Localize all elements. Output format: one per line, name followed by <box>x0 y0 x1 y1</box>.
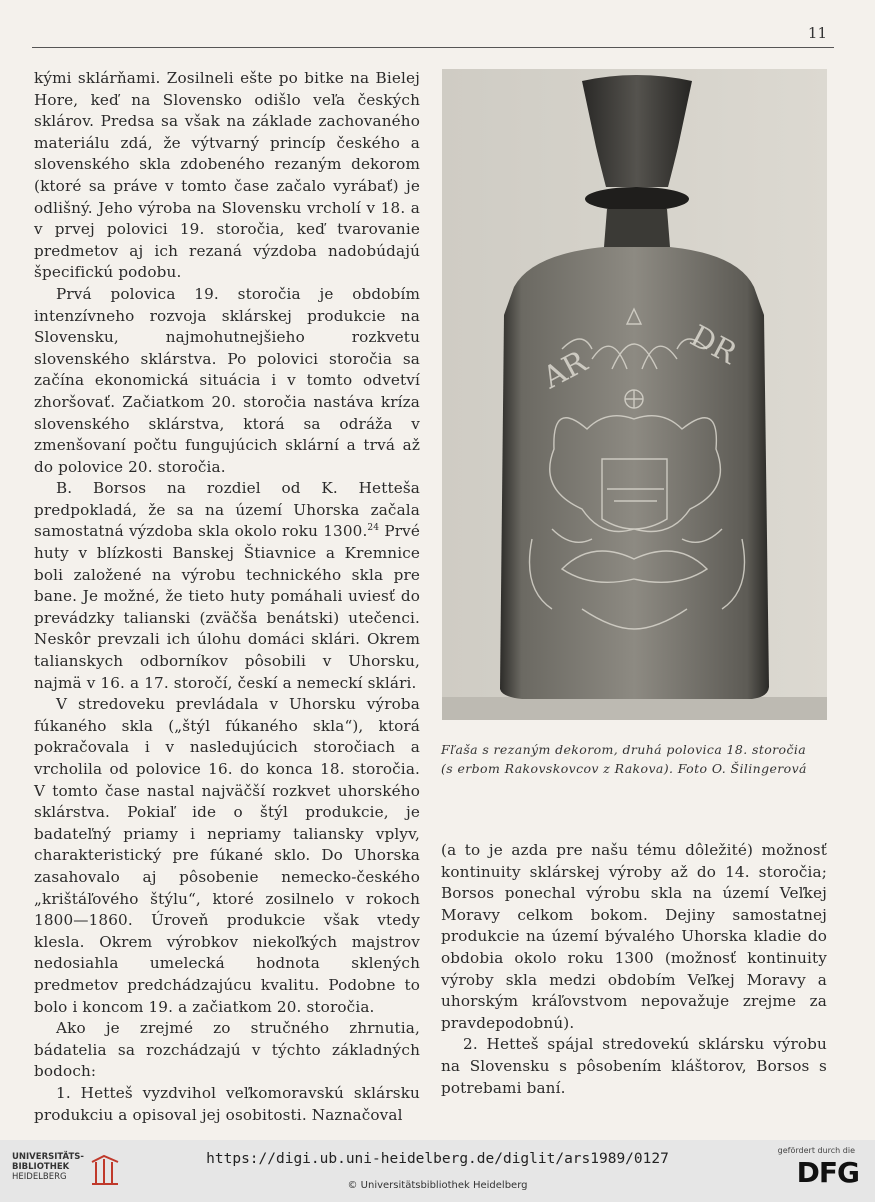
copyright-text: © Universitätsbibliothek Heidelberg <box>347 1180 528 1191</box>
footnote-ref: 24 <box>367 523 380 534</box>
paragraph-3-rest: Prvé huty v blízkosti Banskej Štiavnice a Kremnice boli založené na výrobu technického skla pre bane. Je možné, že tieto huty pomáhali uviesť do prevádzky talianski (zväčša benátski) utečenci. Neskôr prevzali ich úlohu domáci sklári. Okrem talianskych odborníkov pôsobili v Uhorsku, najmä v 16. a 17. storočí, českí a nemeckí sklári. <box>34 522 420 692</box>
library-line-3: HEIDELBERG <box>12 1172 67 1182</box>
paragraph-2: Prvá polovica 19. storočia je obdobím intenzívneho rozvoja sklárskej produkcie na Slovensku, najmohutnejšieho rozkvetu slovenského sklárstva. Po polovici storočia sa začína ekonomická situácia i v tomto odvetví zhoršovať. Začiatkom 20. storočia nastáva kríza slovenského sklárstva, ktorá sa odráža v zmenšovaní počtu fungujúcich sklární a trvá až do polovice 20. storočia. <box>34 284 420 476</box>
bottle-illustration <box>442 69 827 720</box>
figure-caption <box>441 740 835 778</box>
footer-bar <box>0 1140 875 1202</box>
header-rule <box>32 47 834 48</box>
right-paragraph-1: (a to je azda pre našu tému dôležité) možnosť kontinuity sklárskej výroby až do 14. storočia; Borsos ponechal výrobu skla na území Veľkej Moravy celkom bokom. Dejiny samostatnej produkcie na území bývalého Uhorska kladie do obdobia okolo roku 1300 (možnosť kontinuity výroby skla medzi obdobím Veľkej Moravy a uhorským kráľovstvom nepovažuje zrejme za pravdepodobnú). <box>441 841 827 1032</box>
funded-by-label: gefördert durch die <box>777 1146 855 1155</box>
bottle-letters-left: AR <box>537 344 593 397</box>
paragraph-1: kými sklárňami. Zosilneli ešte po bitke na Bielej Hore, keď na Slovensko odišlo veľa českých sklárov. Predsa sa však na základe zachovaného materiálu zdá, že výtvarný princíp českého a slovenského skla zdobeného rezaným dekorom (ktoré sa práve v tomto čase začalo vyrábať) je odlišný. Jeho výroba na Slovensku vrcholí v 18. a v prvej polovici 19. storočia, keď tvarovanie predmetov aj ich rezaná výzdoba nadobúdajú špecifickú podobu. <box>34 69 420 282</box>
caption-line-2: (s erbom Rakovskovcov z Rakova). Foto O. Šilingerová <box>441 761 807 776</box>
paragraph-5: Ako je zrejmé zo stručného zhrnutia, bádatelia sa rozchádzajú v týchto základných bodoch: <box>34 1019 420 1081</box>
source-url-link[interactable]: https://digi.ub.uni-heidelberg.de/diglit/ars1989/0127 <box>206 1151 669 1167</box>
bottle-photo <box>442 69 827 720</box>
bottle-letters-right: DR <box>684 318 742 372</box>
library-line-2: BIBLIOTHEK <box>12 1162 70 1172</box>
library-line-1: UNIVERSITÄTS- <box>12 1152 84 1162</box>
paragraph-3 <box>34 478 420 694</box>
caption-line-1: Fľaša s rezaným dekorom, druhá polovica 18. storočia <box>441 742 807 757</box>
dfg-logo[interactable]: DFG <box>796 1156 859 1189</box>
left-column <box>34 68 420 1126</box>
paragraph-6: 1. Hetteš vyzdvihol veľkomoravskú sklársku produkciu a opisoval jej osobitosti. Naznačoval <box>34 1083 420 1124</box>
paragraph-3-start: B. Borsos na rozdiel od K. Hetteša predpokladá, že sa na území Uhorska začala samostatná výzdoba skla okolo roku 1300. <box>34 479 420 541</box>
right-column <box>441 840 827 1099</box>
paragraph-4: V stredoveku prevládala v Uhorsku výroba fúkaného skla („štýl fúkaného skla“), ktorá pokračovala i v nasledujúcich storočiach a vrcholila od polovice 16. do konca 18. storočia. V tomto čase nastal najväčší rozkvet uhorského sklárstva. Pokiaľ ide o štýl produkcie, je badateľný priamy i nepriamy taliansky vplyv, charakteristický pre fúkané sklo. Do Uhorska zasahovalo aj pôsobenie nemecko-českého „krištáľového štýlu“, ktoré zosilnelo v rokoch 1800—1860. Úroveň produkcie však vtedy klesla. Okrem výrobkov niekoľkých majstrov nedosiahla umelecká hodnota sklených predmetov predchádzajúcu kvalitu. Podobne to bolo i koncom 19. a začiatkom 20. storočia. <box>34 695 420 1016</box>
right-paragraph-2: 2. Hetteš spájal stredovekú sklársku výrobu na Slovensku s pôsobením kláštorov, Borsos s potrebami baní. <box>441 1035 827 1097</box>
page-number: 11 <box>807 24 827 42</box>
